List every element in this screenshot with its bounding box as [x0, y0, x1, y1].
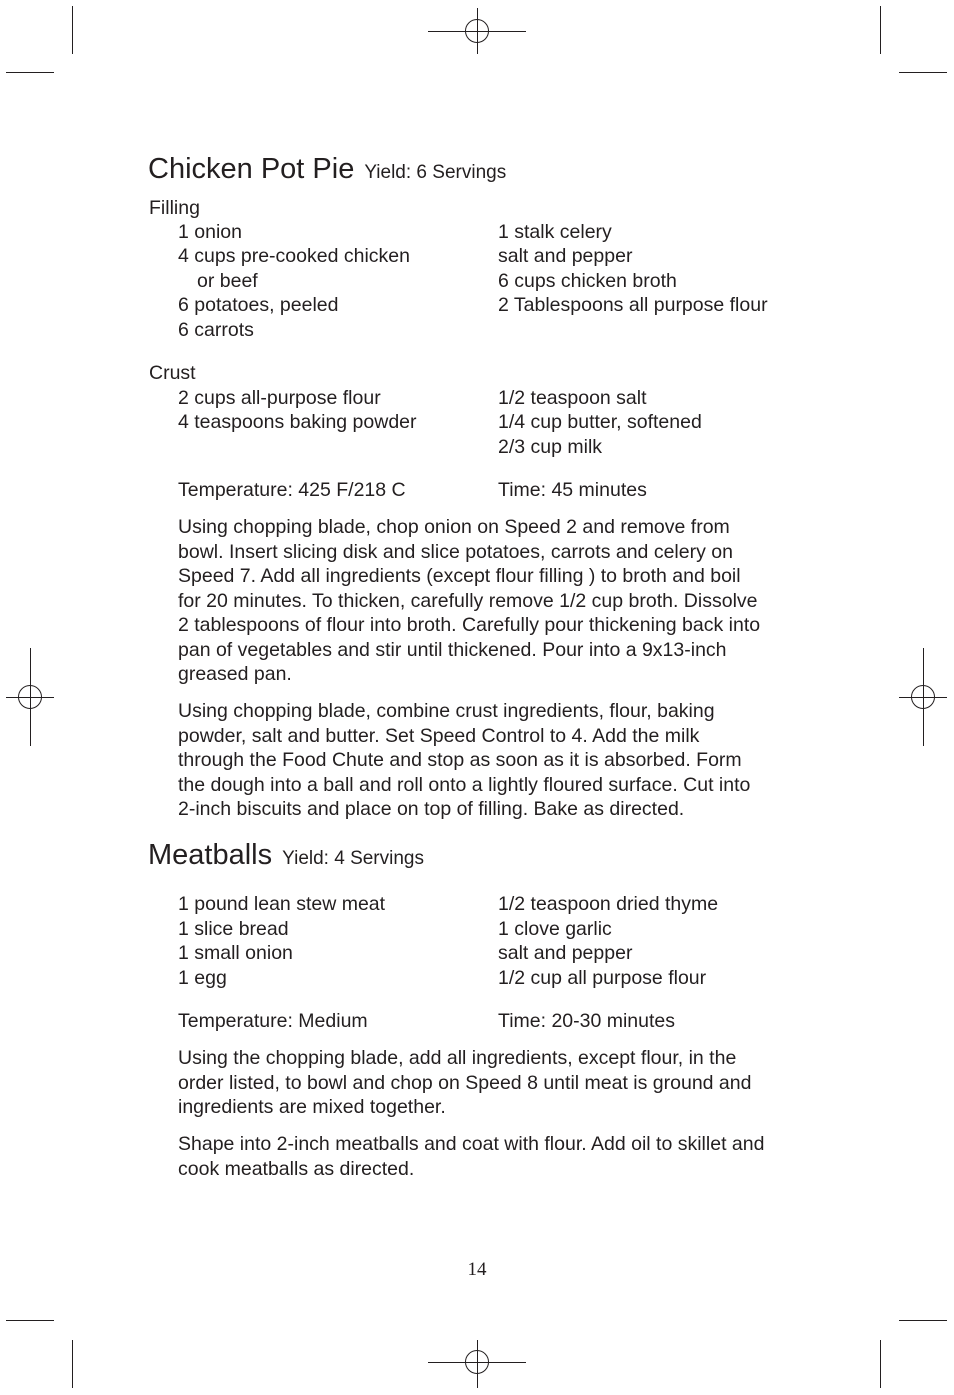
directions-paragraph	[178, 1132, 803, 1181]
text-line: powder, salt and butter. Set Speed Control to 4. Add the milk	[178, 724, 700, 747]
crop-mark	[899, 1320, 947, 1321]
ingredient: 4 teaspoons baking powder	[178, 411, 417, 433]
recipe-yield: Yield: 4 Servings	[282, 848, 424, 869]
text-line: Using the chopping blade, add all ingredients, except flour, in the	[178, 1047, 737, 1069]
text-line: bowl. Insert slicing disk and slice potatoes, carrots and celery on	[178, 540, 733, 563]
crop-mark	[899, 72, 947, 73]
text-line: Speed 7. Add all ingredients (except flour filling ) to broth and boil	[178, 565, 741, 587]
crop-mark	[880, 6, 881, 54]
cook-time: Time: 20-30 minutes	[498, 1010, 676, 1032]
text-line: Using chopping blade, combine crust ingredients, flour, baking	[178, 700, 715, 722]
directions-paragraph	[178, 699, 803, 822]
text-line: cook meatballs as directed.	[178, 1157, 415, 1180]
text-line: order listed, to bowl and chop on Speed 8 until meat is ground and	[178, 1071, 752, 1094]
text-line: for 20 minutes. To thicken, carefully remove 1/2 cup broth. Dissolve	[178, 589, 758, 612]
ingredient: 4 cups pre-cooked chicken	[178, 245, 410, 267]
ingredient: 1/2 teaspoon salt	[498, 387, 647, 409]
crop-mark	[72, 1340, 73, 1388]
crop-mark	[72, 6, 73, 54]
recipe-name: Meatballs	[148, 839, 273, 871]
cook-time: Time: 45 minutes	[498, 479, 647, 501]
ingredient: 6 carrots	[178, 319, 254, 341]
ingredient: 1 pound lean stew meat	[178, 893, 386, 915]
recipe-yield: Yield: 6 Servings	[364, 162, 507, 183]
ingredient: 1 stalk celery	[498, 221, 612, 243]
text-line: 2-inch biscuits and place on top of filling. Bake as directed.	[178, 798, 685, 820]
directions-paragraph	[178, 1046, 803, 1120]
text-line: through the Food Chute and stop as soon as it is absorbed. Form	[178, 749, 742, 771]
ingredient: 2/3 cup milk	[498, 436, 603, 458]
ingredient: 1 onion	[178, 221, 242, 243]
text-line: the dough into a ball and roll onto a lightly floured surface. Cut into	[178, 773, 751, 796]
ingredient: 1/2 cup all purpose flour	[498, 967, 707, 989]
text-line: 2 tablespoons of flour into broth. Carefully pour thickening back into	[178, 614, 761, 636]
temperature: Temperature: 425 F/218 C	[178, 479, 406, 501]
ingredient: 1 clove garlic	[498, 918, 612, 940]
section-heading: Crust	[149, 362, 196, 384]
recipe-title	[148, 152, 506, 190]
crop-mark	[880, 1340, 881, 1388]
section-heading: Filling	[149, 197, 200, 219]
text-line: Shape into 2-inch meatballs and coat with flour. Add oil to skillet and	[178, 1133, 765, 1155]
ingredient: 1 egg	[178, 967, 227, 989]
text-line: greased pan.	[178, 663, 292, 685]
crop-mark	[6, 72, 54, 73]
ingredient: 1/2 teaspoon dried thyme	[498, 893, 719, 915]
page-number: 14	[467, 1259, 487, 1280]
ingredient: 2 Tablespoons all purpose flour	[498, 294, 768, 316]
directions-paragraph	[178, 515, 803, 687]
ingredient: 1 slice bread	[178, 918, 289, 940]
ingredient: salt and pepper	[498, 942, 633, 964]
recipe-name: Chicken Pot Pie	[148, 153, 355, 185]
text-line: ingredients are mixed together.	[178, 1096, 446, 1118]
ingredient: 2 cups all-purpose flour	[178, 387, 381, 409]
ingredient: salt and pepper	[498, 245, 633, 267]
ingredient: 6 cups chicken broth	[498, 270, 677, 292]
ingredient: 1/4 cup butter, softened	[498, 411, 702, 433]
text-line: pan of vegetables and stir until thickened. Pour into a 9x13-inch	[178, 638, 727, 661]
text-line: Using chopping blade, chop onion on Speed 2 and remove from	[178, 516, 730, 538]
crop-mark	[6, 1320, 54, 1321]
recipe-title	[148, 838, 424, 876]
temperature: Temperature: Medium	[178, 1010, 368, 1032]
ingredient: 6 potatoes, peeled	[178, 294, 339, 316]
ingredient: 1 small onion	[178, 942, 293, 964]
ingredient: or beef	[197, 270, 258, 292]
